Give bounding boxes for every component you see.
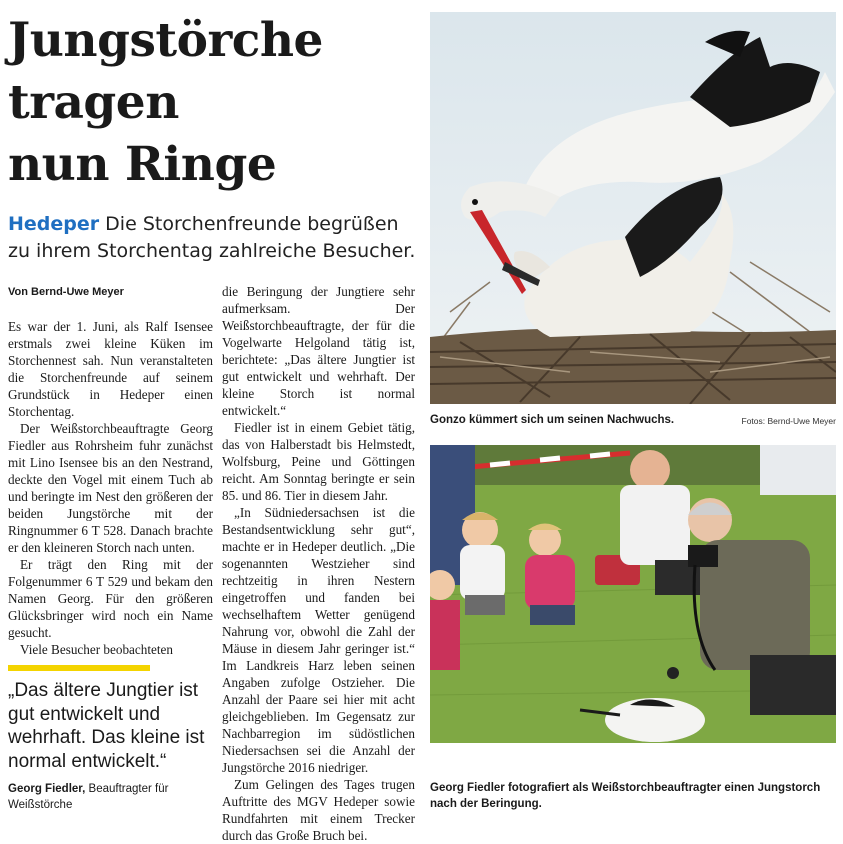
- paragraph: Viele Besucher beobachteten: [20, 642, 173, 657]
- article-column-2: [222, 283, 415, 844]
- quote-accent-bar: [8, 665, 150, 671]
- photo-caption: Gonzo kümmert sich um seinen Nachwuchs.: [430, 414, 675, 426]
- headline-line: nun Ringe: [8, 137, 277, 192]
- headline-line: Jungstörche: [8, 13, 323, 68]
- paragraph: Er trägt den Ring mit der Folgenummer 6 T 529 und bekam den Namen Georg. Für den größeren Glücksbringer wird noch ein Name gesucht.: [8, 557, 213, 640]
- subheadline: [8, 211, 420, 265]
- paragraph: die Beringung der Jungtiere sehr aufmerksam. Der Weißstorchbeauftragte, der für die Vogelwarte Helgoland tätig ist, berichtete: „Das ältere Jungtier ist gut entwickelt und wehrhaft. Der kleine Storch ist normal entwickelt.“: [222, 284, 415, 418]
- quote-author: Georg Fiedler,: [8, 783, 86, 795]
- paragraph: „In Südniedersachsen ist die Bestandsentwicklung sehr gut“, machte er in Hedeper deutlich. „Die sogenannten Westzieher sind rechtzeitig in ihren Nestern eingetroffen und fanden bei wechselhaftem Wetter genügend Nahrung vor, obwohl die Zahl der Mäuse in diesem Jahr geringer ist.“ Im Landkreis Harz leben seinen Angaben zufolge Ostzieher. Die Anzahl der Paare sei hier mit acht gleichgeblieben. Im Gegensatz zur Nachbarregion im südöstlichen Niedersachsen sei die Anzahl der Jungstörche 2016 niedriger.: [222, 505, 415, 775]
- location-label: Hedeper: [8, 213, 100, 235]
- headline-line: tragen: [8, 75, 179, 130]
- article-column-1: [8, 318, 213, 658]
- stork-nest-photo: [430, 12, 836, 404]
- paragraph: Es war der 1. Juni, als Ralf Isensee erstmals zwei kleine Küken im Storchennest sah. Nun veranstalteten die Storchenfreunde auf seinem Grundstück in Hedeper einen Storchentag.: [8, 319, 213, 419]
- paragraph: Zum Gelingen des Tages trugen Auftritte des MGV Hedeper sowie Rundfahrten mit einem Trecker durch das Große Bruch bei.: [222, 777, 415, 843]
- paragraph: Der Weißstorchbeauftragte Georg Fiedler aus Rohrsheim fuhr zunächst mit Lino Isensee bis an den Nestrand, deckte den Vogel mit einem Tuch ab und beringte im Nest den größeren der beiden Jungstörche mit der Ringnummer 6 T 528. Danach brachte er den kleineren Storch nach unten.: [8, 421, 213, 555]
- beringing-photo: [430, 445, 836, 743]
- quote-role: Beauftragter für Weißstörche: [8, 783, 169, 811]
- headline: [8, 10, 418, 196]
- quote-source: [8, 781, 213, 813]
- subheadline-text: Die Storchenfreunde begrüßen zu ihrem Storchentag zahlreiche Besucher.: [8, 213, 416, 262]
- paragraph: Fiedler ist in einem Gebiet tätig, das von Halberstadt bis Helmstedt, Wolfsburg, Peine und Göttingen reicht. Am Sonntag beringte er sein 85. und 86. Tier in diesem Jahr.: [222, 420, 415, 503]
- photo-credit: Fotos: Bernd-Uwe Meyer: [741, 416, 836, 426]
- byline: Von Bernd-Uwe Meyer: [8, 286, 124, 298]
- pull-quote: „Das ältere Jungtier ist gut entwickelt und wehrhaft. Das kleine ist normal entwickelt.“: [8, 680, 205, 772]
- photo-caption: Georg Fiedler fotografiert als Weißstorchbeauftragter einen Jungstorch nach der Beringung.: [430, 782, 821, 810]
